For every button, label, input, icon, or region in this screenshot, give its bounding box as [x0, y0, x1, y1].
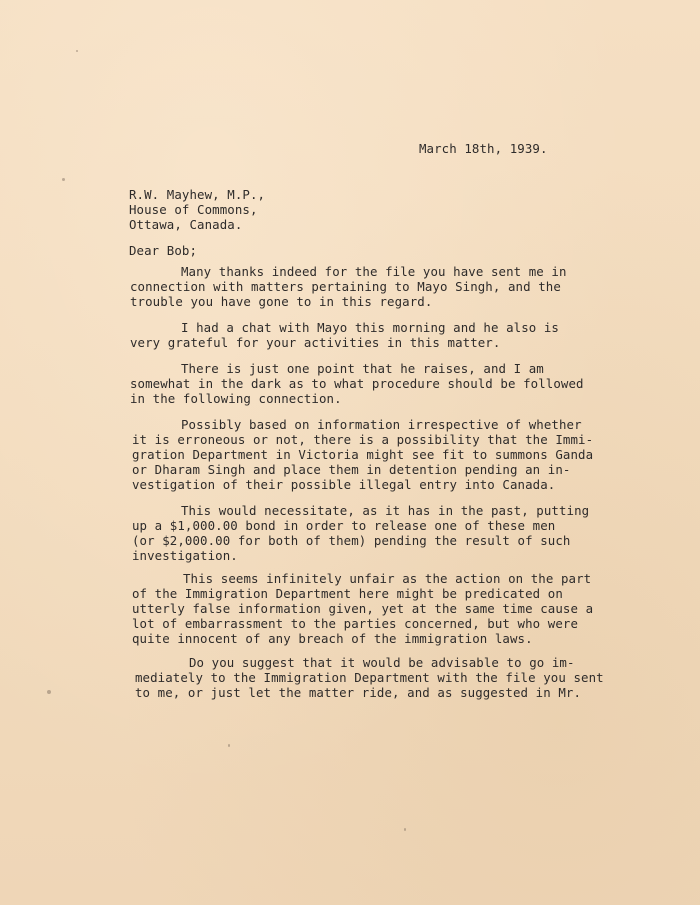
body-line: (or $2,000.00 for both of them) pending the result of such [132, 533, 571, 548]
body-line: quite innocent of any breach of the immigration laws. [132, 631, 533, 646]
body-line: gration Department in Victoria might see fit to summons Ganda [132, 447, 594, 462]
body-line: mediately to the Immigration Department with the file you sent [135, 670, 604, 685]
recipient-name: R.W. Mayhew, M.P., [129, 187, 266, 202]
body-line: Possibly based on information irrespective of whether [181, 417, 582, 432]
paper-speck [228, 744, 230, 747]
letter-date: March 18th, 1939. [419, 141, 548, 156]
body-line: utterly false information given, yet at the same time cause a [132, 601, 594, 616]
paper-speck [76, 50, 78, 52]
body-line: up a $1,000.00 bond in order to release one of these men [132, 518, 556, 533]
body-line: This seems infinitely unfair as the action on the part [183, 571, 592, 586]
body-line: in the following connection. [130, 391, 342, 406]
body-line: very grateful for your activities in this matter. [130, 335, 501, 350]
salutation: Dear Bob; [129, 243, 198, 258]
recipient-address-line: House of Commons, [129, 202, 258, 217]
body-line: connection with matters pertaining to Mayo Singh, and the [130, 279, 561, 294]
body-line: somewhat in the dark as to what procedure should be followed [130, 376, 584, 391]
body-line: Many thanks indeed for the file you have sent me in [181, 264, 567, 279]
paper-speck [47, 690, 51, 694]
body-line: or Dharam Singh and place them in detention pending an in- [132, 462, 571, 477]
body-line: lot of embarrassment to the parties concerned, but who were [132, 616, 579, 631]
body-line: vestigation of their possible illegal entry into Canada. [132, 477, 556, 492]
recipient-address-line: Ottawa, Canada. [129, 217, 243, 232]
body-line: of the Immigration Department here might be predicated on [132, 586, 563, 601]
paper-speck [62, 178, 65, 181]
body-line: trouble you have gone to in this regard. [130, 294, 433, 309]
body-line: investigation. [132, 548, 238, 563]
body-line: This would necessitate, as it has in the past, putting [181, 503, 590, 518]
body-line: Do you suggest that it would be advisable to go im- [189, 655, 575, 670]
body-line: There is just one point that he raises, and I am [181, 361, 544, 376]
body-line: to me, or just let the matter ride, and as suggested in Mr. [135, 685, 582, 700]
paper-speck [404, 828, 406, 831]
body-line: I had a chat with Mayo this morning and he also is [181, 320, 559, 335]
body-line: it is erroneous or not, there is a possibility that the Immi- [132, 432, 594, 447]
